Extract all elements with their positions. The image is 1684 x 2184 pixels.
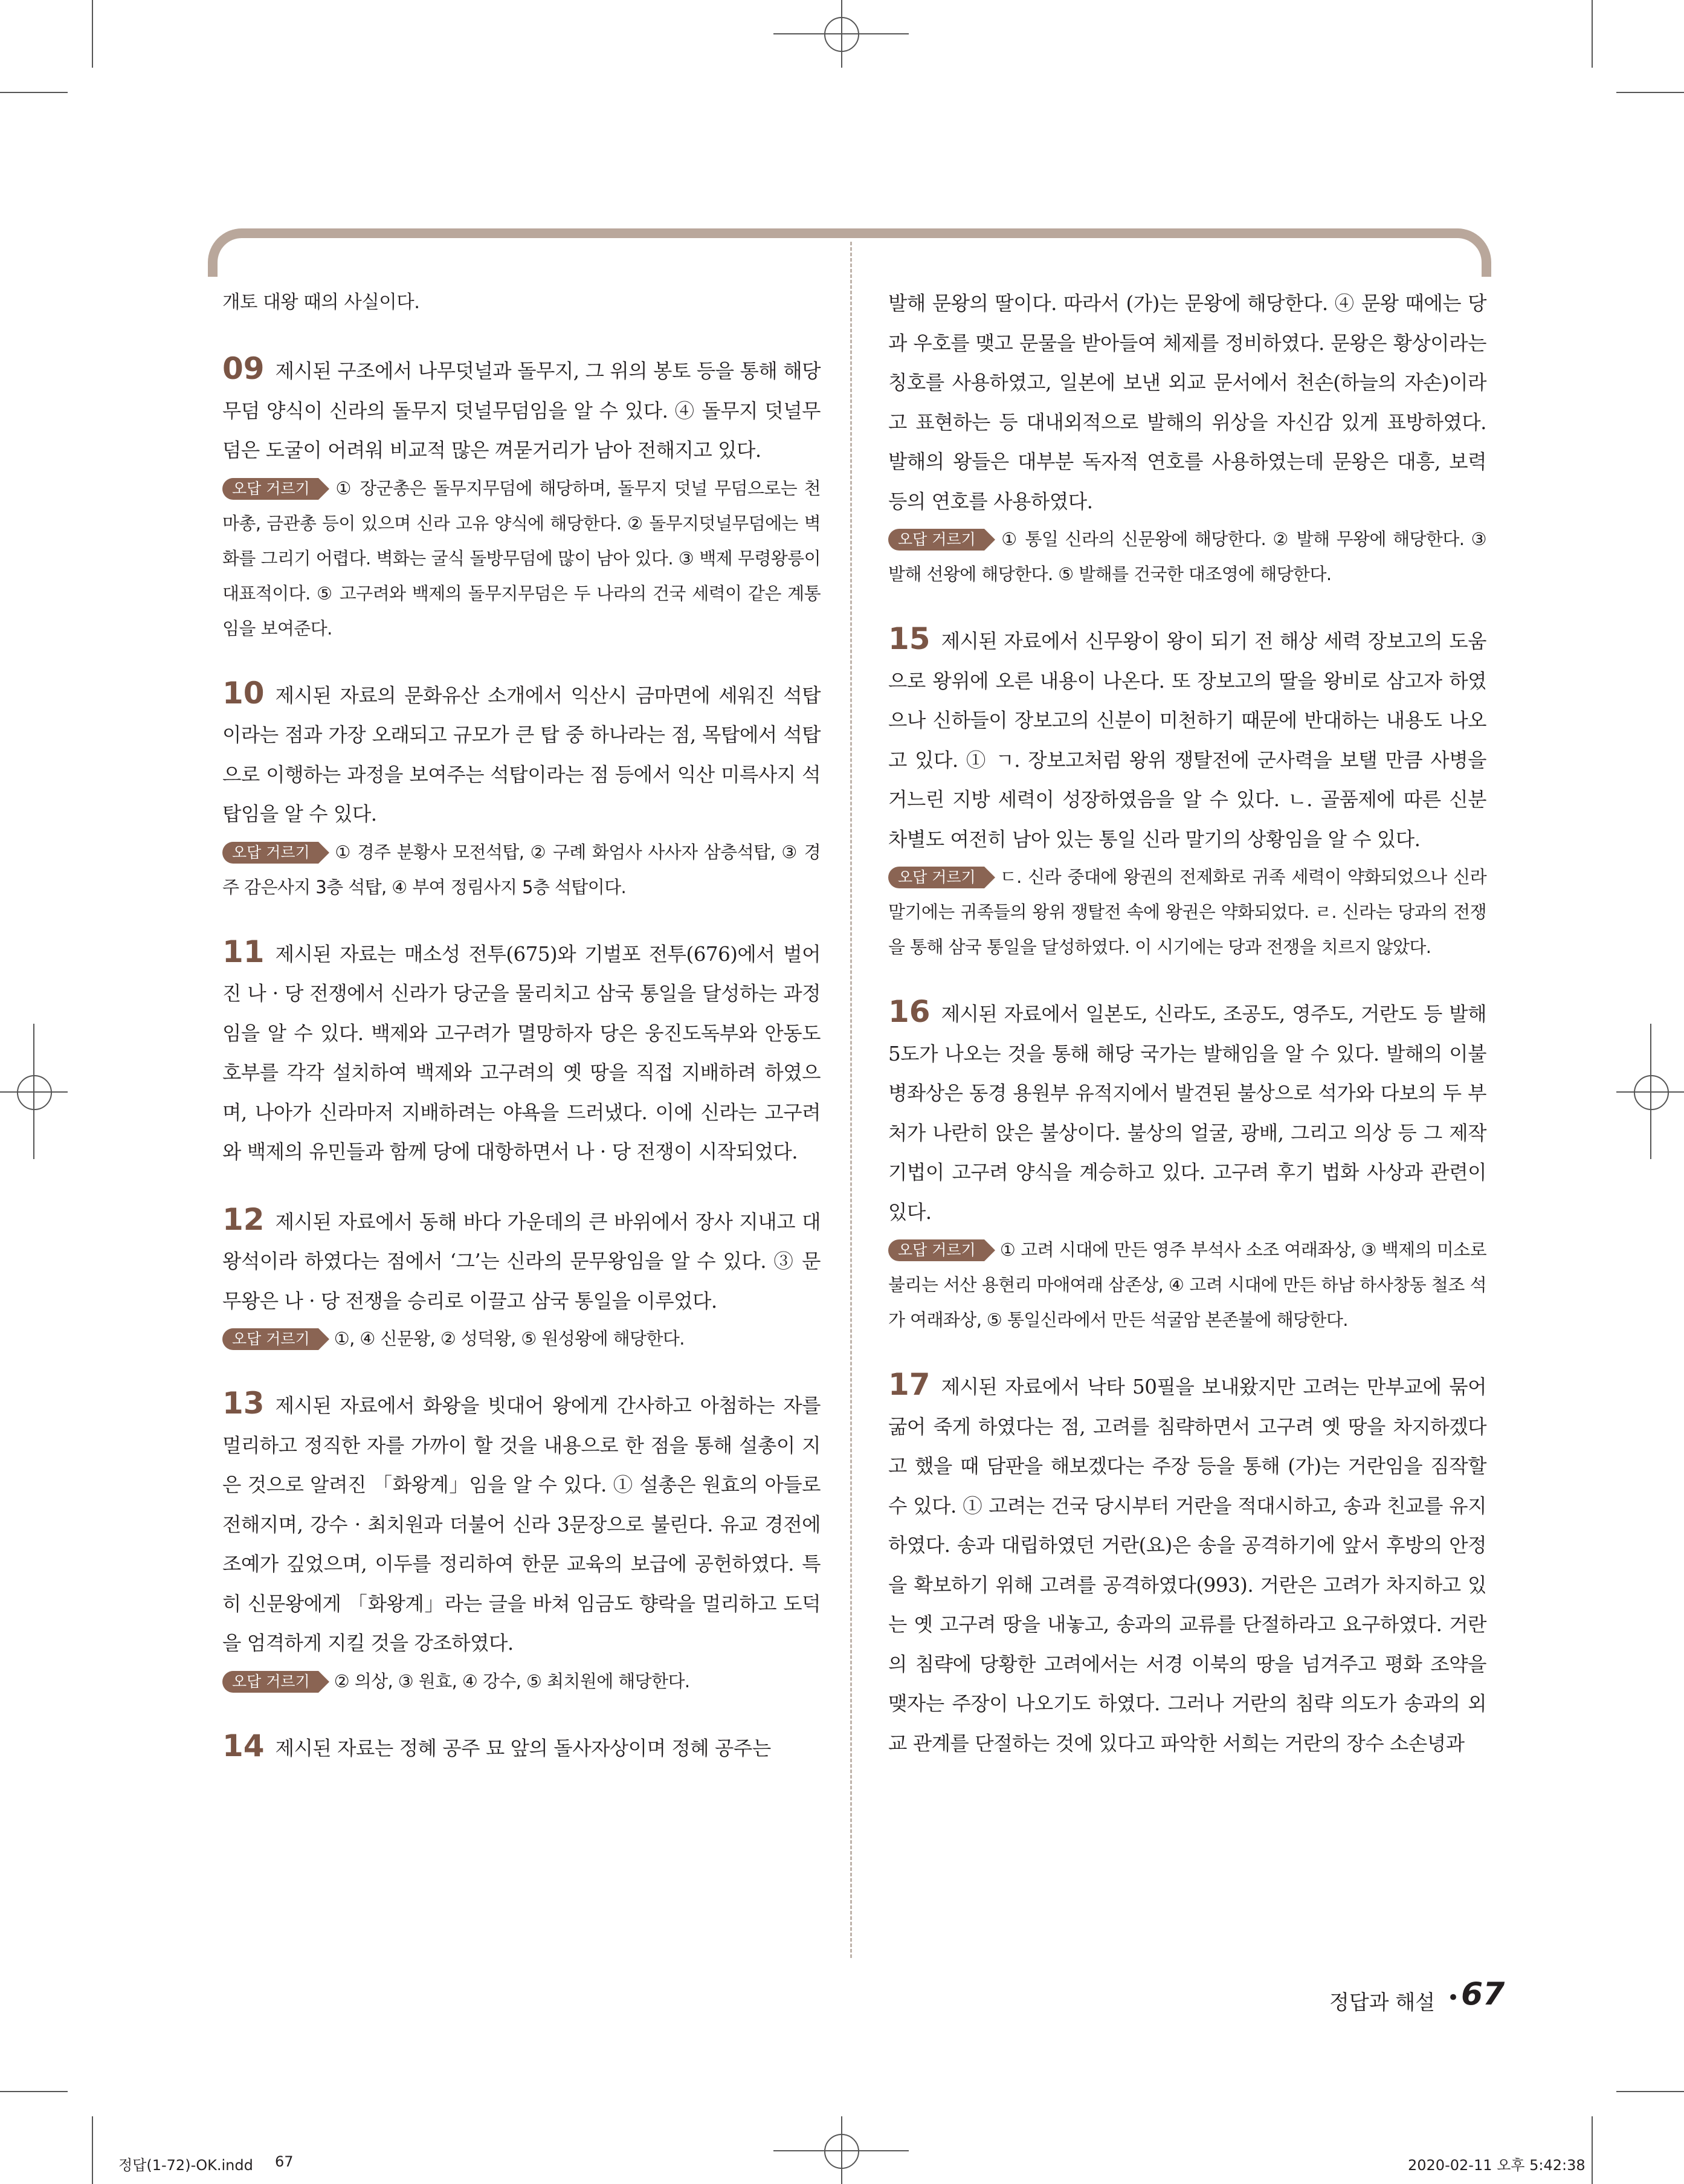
answer-number: 16: [888, 994, 931, 1029]
wrong-answer-badge: 오답 거르기: [888, 529, 984, 551]
column-divider: [850, 242, 852, 1958]
footer-title: 정답과 해설: [1329, 1991, 1436, 2015]
answer-14-continued: 발해 문왕의 딸이다. 따라서 (가)는 문왕에 해당한다. ④ 문왕 때에는 당과 우호를 맺고 문물을 받아들여 체제를 정비하였다. 문왕은 황상이라는 칭호를 사용하였고, 일본에 보낸 외교 문서에서 천손(하늘의 자손)이라고 표현하는 등 대내외적으로 발해의 위상을 자신감 있게 표방하였다. 발해의 왕들은 대부분 독자적 연호를 사용하였는데 문왕은 대흥, 보력 등의 연호를 사용하였다.: [888, 292, 1486, 513]
page-number: 67: [1461, 1976, 1505, 2012]
answer-number: 13: [222, 1386, 265, 1421]
note-14: [888, 522, 1486, 592]
answer-text: 제시된 자료의 문화유산 소개에서 익산시 금마면에 세워진 석탑이라는 점과 가장 오래되고 규모가 큰 탑 중 하나라는 점, 목탑에서 석탑으로 이행하는 과정을 보여주는 석탑이라는 점 등에서 익산 미륵사지 석탑임을 알 수 있다.: [222, 683, 821, 825]
answer-number: 12: [222, 1201, 265, 1237]
answer-10: [222, 674, 821, 835]
wrong-answer-badge: 오답 거르기: [222, 478, 318, 500]
note-text: ①, ④ 신문왕, ② 성덕왕, ⑤ 원성왕에 해당한다.: [334, 1328, 685, 1349]
answer-14: [222, 1727, 821, 1769]
wrong-answer-badge: 오답 거르기: [222, 1328, 318, 1350]
answer-text: 제시된 자료는 매소성 전투(675)와 기벌포 전투(676)에서 벌어진 나 · 당 전쟁에서 신라가 당군을 물리치고 삼국 통일을 달성하는 과정임을 알 수 있다. 백제와 고구려가 멸망하자 당은 웅진도독부와 안동도호부를 각각 설치하여 백제와 고구려의 옛 땅을 직접 지배하려 하였으며, 나아가 신라마저 지배하려는 야욕을 드러냈다. 이에 신라는 고구려와 백제의 유민들과 함께 당에 대항하면서 나 · 당 전쟁이 시작되었다.: [222, 942, 821, 1163]
note-text: ① 경주 분황사 모전석탑, ② 구례 화엄사 사사자 삼층석탑, ③ 경주 감은사지 3층 석탑, ④ 부여 정림사지 5층 석탑이다.: [222, 841, 821, 897]
intro-text: 개토 대왕 때의 사실이다.: [222, 292, 420, 313]
answer-number: 14: [222, 1728, 265, 1763]
left-column: [222, 284, 821, 1768]
note-13: [222, 1664, 821, 1699]
slug-datetime: 2020-02-11 오후 5:42:38: [1408, 2157, 1586, 2174]
note-text: ② 의상, ③ 원효, ④ 강수, ⑤ 최치원에 해당한다.: [334, 1670, 690, 1691]
note-text: ① 장군총은 돌무지무덤에 해당하며, 돌무지 덧널 무덤으로는 천마총, 금관총 등이 있으며 신라 고유 양식에 해당한다. ② 돌무지덧널무덤에는 벽화를 그리기 어렵다. 벽화는 굴식 돌방무덤에 많이 남아 있다. ③ 백제 무령왕릉이 대표적이다. ⑤ 고구려와 백제의 돌무지무덤은 두 나라의 건국 세력이 같은 계통임을 보여준다.: [222, 477, 821, 639]
wrong-answer-badge: 오답 거르기: [888, 1239, 984, 1261]
answer-number: 10: [222, 675, 265, 711]
note-text: ㄷ. 신라 중대에 왕권의 전제화로 귀족 세력이 약화되었으나 신라 말기에는 귀족들의 왕위 쟁탈전 속에 왕권은 약화되었다. ㄹ. 신라는 당과의 전쟁을 통해 삼국 통일을 달성하였다. 이 시기에는 당과 전쟁을 치르지 않았다.: [888, 867, 1486, 957]
slug-page: 67: [275, 2153, 294, 2170]
note-text: ① 통일 신라의 신문왕에 해당한다. ② 발해 무왕에 해당한다. ③ 발해 선왕에 해당한다. ⑤ 발해를 건국한 대조영에 해당한다.: [888, 529, 1486, 584]
note-12: [222, 1321, 821, 1356]
answer-09: [222, 349, 821, 471]
answer-number: 11: [222, 934, 265, 969]
answer-16: [888, 992, 1486, 1232]
right-column: [888, 284, 1486, 1763]
wrong-answer-badge: 오답 거르기: [222, 1671, 318, 1693]
note-text: ① 고려 시대에 만든 영주 부석사 소조 여래좌상, ③ 백제의 미소로 불리는 서산 용현리 마애여래 삼존상, ④ 고려 시대에 만든 하남 하사창동 철조 석가 여래좌상, ⑤ 통일신라에서 만든 석굴암 본존불에 해당한다.: [888, 1239, 1486, 1330]
answer-number: 17: [888, 1367, 931, 1402]
answer-13: [222, 1384, 821, 1664]
answer-number: 15: [888, 621, 931, 656]
note-15: [888, 859, 1486, 964]
footer-bullet: •: [1447, 1986, 1460, 2010]
answer-text: 제시된 자료에서 신무왕이 왕이 되기 전 해상 세력 장보고의 도움으로 왕위에 오른 내용이 나온다. 또 장보고의 딸을 왕비로 삼고자 하였으나 신하들이 장보고의 신분이 미천하기 때문에 반대하는 내용도 나오고 있다. ① ㄱ. 장보고처럼 왕위 쟁탈전에 군사력을 보탤 만큼 사병을 거느린 지방 세력이 성장하였음을 알 수 있다. ㄴ. 골품제에 따른 신분 차별도 여전히 남아 있는 통일 신라 말기의 상황임을 알 수 있다.: [888, 630, 1486, 851]
answer-text: 제시된 자료에서 낙타 50필을 보내왔지만 고려는 만부교에 묶어 굶어 죽게 하였다는 점, 고려를 침략하면서 고구려 옛 땅을 차지하겠다고 했을 때 담판을 해보겠다는 주장 등을 통해 (가)는 거란임을 짐작할 수 있다. ① 고려는 건국 당시부터 거란을 적대시하고, 송과 친교를 유지하였다. 송과 대립하였던 거란(요)은 송을 공격하기에 앞서 후방의 안정을 확보하기 위해 고려를 공격하였다(993). 거란은 고려가 차지하고 있는 옛 고구려 땅을 내놓고, 송과의 교류를 단절하라고 요구하였다. 거란의 침략에 당황한 고려에서는 서경 이북의 땅을 넘겨주고 평화 조약을 맺자는 주장이 나오기도 하였다. 그러나 거란의 침략 의도가 송과의 외교 관계를 단절하는 것에 있다고 파악한 서희는 거란의 장수 소손녕과: [888, 1375, 1486, 1755]
wrong-answer-badge: 오답 거르기: [888, 867, 984, 888]
answer-number: 09: [222, 351, 265, 386]
answer-11: [222, 932, 821, 1172]
note-10: [222, 835, 821, 905]
wrong-answer-badge: 오답 거르기: [222, 842, 318, 864]
answer-12: [222, 1200, 821, 1322]
answer-text: 제시된 구조에서 나무덧널과 돌무지, 그 위의 봉토 등을 통해 해당 무덤 양식이 신라의 돌무지 덧널무덤임을 알 수 있다. ④ 돌무지 덧널무덤은 도굴이 어려워 비교적 많은 껴묻거리가 남아 전해지고 있다.: [222, 360, 821, 462]
answer-text: 제시된 자료에서 동해 바다 가운데의 큰 바위에서 장사 지내고 대왕석이라 하였다는 점에서 ‘그’는 신라의 문무왕임을 알 수 있다. ③ 문무왕은 나 · 당 전쟁을 승리로 이끌고 삼국 통일을 이루었다.: [222, 1210, 821, 1313]
note-16: [888, 1232, 1486, 1337]
slug-filename: 정답(1-72)-OK.indd: [118, 2157, 253, 2174]
header-band: [208, 228, 1491, 277]
answer-text: 제시된 자료는 정혜 공주 묘 앞의 돌사자상이며 정혜 공주는: [275, 1736, 771, 1760]
answer-15: [888, 619, 1486, 859]
answer-text: 제시된 자료에서 화왕을 빗대어 왕에게 간사하고 아첨하는 자를 멀리하고 정직한 자를 가까이 할 것을 내용으로 한 점을 통해 설총이 지은 것으로 알려진 「화왕계」임을 알 수 있다. ① 설총은 원효의 아들로 전해지며, 강수 · 최치원과 더불어 신라 3문장으로 불린다. 유교 경전에 조예가 깊었으며, 이두를 정리하여 한문 교육의 보급에 공헌하였다. 특히 신문왕에게 「화왕계」라는 글을 바쳐 임금도 향락을 멀리하고 도덕을 엄격하게 지킬 것을 강조하였다.: [222, 1394, 821, 1655]
answer-text: 제시된 자료에서 일본도, 신라도, 조공도, 영주도, 거란도 등 발해 5도가 나오는 것을 통해 해당 국가는 발해임을 알 수 있다. 발해의 이불병좌상은 동경 용원부 유적지에서 발견된 불상으로 석가와 다보의 두 부처가 나란히 앉은 불상이다. 불상의 얼굴, 광배, 그리고 의상 등 그 제작 기법이 고구려 양식을 계승하고 있다. 고구려 후기 법화 사상과 관련이 있다.: [888, 1003, 1486, 1224]
answer-17: [888, 1365, 1486, 1763]
note-09: [222, 471, 821, 646]
